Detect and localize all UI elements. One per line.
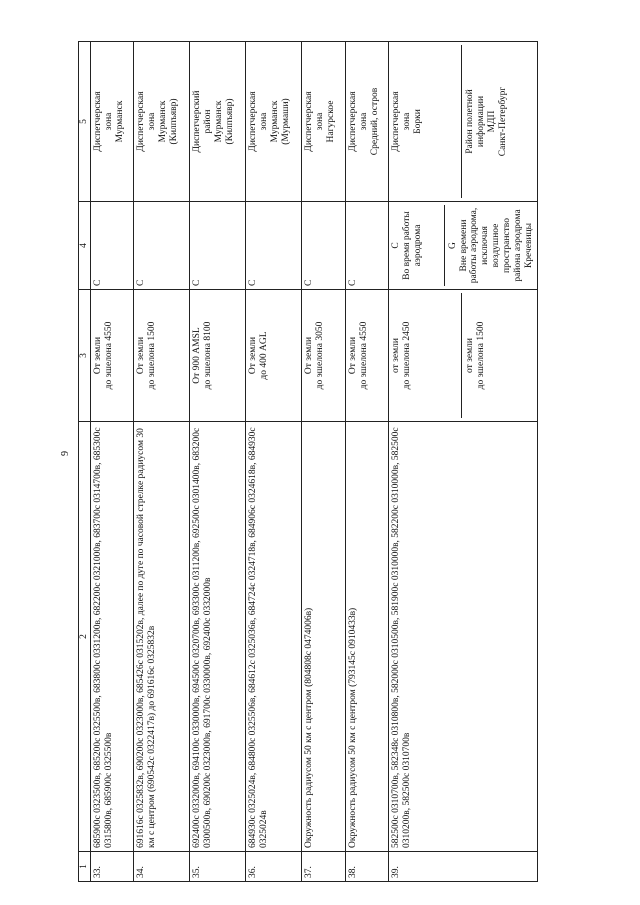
altitude-limits [190, 290, 246, 422]
coordinates: 685900с 0323500в, 685200с 0325500в, 683800с 0331200в, 682200с 0321000в, 683700с 0314700в, 685300с 0315800в, 685900с 0325500в [90, 422, 133, 852]
unit-line: район [203, 109, 214, 134]
altitude-to: до эшелона 2450 [402, 321, 413, 390]
altitude-limits [90, 290, 133, 422]
altitude-from: От земли [92, 336, 103, 375]
unit-line: Средний, остров [369, 87, 380, 156]
table-row [190, 42, 246, 882]
altitude-from: От земли [304, 336, 315, 375]
coordinates: 582500с 0310700в, 582348с 0310800в, 582000с 0310500в, 581900с 0310000в, 582200с 0310000в, 582500с 0310200в, 582500с 0310700в [389, 422, 538, 852]
altitude-limits [302, 290, 345, 422]
altitude-from: От 900 AMSL [192, 327, 203, 384]
class-letter: C [391, 242, 402, 249]
altitude-limits [345, 290, 388, 422]
header-col-1: 1 [79, 852, 91, 882]
header-row [79, 42, 91, 882]
unit-line: зона [103, 112, 114, 131]
unit-line: Санкт-Петербург [497, 86, 508, 157]
unit-line: Диспетчерская [347, 91, 358, 152]
row-number: 35. [190, 852, 246, 882]
table-row [134, 42, 190, 882]
header-col-2: 2 [79, 422, 91, 852]
airspace-class: C [302, 202, 345, 290]
altitude-to: до эшелона 1500 [147, 321, 158, 390]
row-number: 33. [90, 852, 133, 882]
unit-line: Диспетчерская [92, 91, 103, 152]
row-number: 38. [345, 852, 388, 882]
unit-line: МДП [487, 110, 498, 133]
altitude-from: От земли [248, 336, 259, 375]
header-col-5: 5 [79, 42, 91, 202]
unit-line: (Килпъявр) [169, 98, 180, 145]
atc-unit [134, 42, 190, 202]
altitude-from: От земли [347, 336, 358, 375]
coordinates: 692400с 0332000в, 694100с 0330000в, 694500с 0320700в, 693300с 0311200в, 692500с 0301400в, 683200с 0300500в, 690200с 0323000в, 691700с 0330000в, 692400с 0332000в [190, 422, 246, 852]
airspace-class: C [345, 202, 388, 290]
row-number: 37. [302, 852, 345, 882]
altitude-to: до эшелона 3050 [315, 321, 326, 390]
airspace-class: C [90, 202, 133, 290]
page-number: 9 [60, 451, 71, 456]
atc-unit [90, 42, 133, 202]
class-note: Вне времени работы аэродрома, исключая воздушное пространство района аэродрома Кречевицы [458, 207, 535, 284]
altitude-limits [389, 290, 538, 422]
unit-line: Мурманск [114, 100, 125, 143]
header-col-3: 3 [79, 290, 91, 422]
unit-line: зона [402, 112, 413, 131]
row-number: 34. [134, 852, 190, 882]
altitude-limits [246, 290, 302, 422]
unit-line: Район полетной [465, 89, 476, 154]
altitude-to: до 400 AGL [259, 331, 270, 380]
header-col-4: 4 [79, 202, 91, 290]
unit-line: Диспетчерская [391, 91, 402, 152]
airspace-table [78, 41, 538, 882]
rotated-table-wrapper [78, 42, 538, 882]
airspace-class: C [134, 202, 190, 290]
class-letter: G [447, 242, 458, 249]
table-row [90, 42, 133, 882]
coordinates: Окружность радиусом 50 км с центром (793145с 0910433в) [345, 422, 388, 852]
unit-line: Мурманск [270, 100, 281, 143]
unit-line: зона [315, 112, 326, 131]
unit-line: Диспетчерский [192, 90, 203, 153]
row-number: 39. [389, 852, 538, 882]
table-row [302, 42, 345, 882]
coordinates: 691616с 0325832в, 690200с 0323000в, 685426с 0315202в, далее по дуге по часовой стрелке радиусом 30 км с центром (690542с 0322417в) до 691616с 0325832в [134, 422, 190, 852]
unit-line: Борки [413, 109, 424, 134]
table-row [345, 42, 388, 882]
class-note: Во время работы аэродрома [402, 211, 424, 280]
altitude-limits [134, 290, 190, 422]
altitude-to: до эшелона 4550 [103, 321, 114, 390]
unit-line: Диспетчерская [136, 91, 147, 152]
airspace-class: C [246, 202, 302, 290]
row-number: 36. [246, 852, 302, 882]
unit-line: Мурманск [158, 100, 169, 143]
unit-line: Диспетчерская [304, 91, 315, 152]
unit-line: Нагурское [326, 100, 337, 143]
atc-unit [389, 42, 538, 202]
unit-line: зона [147, 112, 158, 131]
table-row [246, 42, 302, 882]
unit-line: зона [358, 112, 369, 131]
atc-unit [190, 42, 246, 202]
unit-line: (Килпъявр) [225, 98, 236, 145]
altitude-to: до эшелона 1500 [476, 321, 487, 390]
atc-unit [302, 42, 345, 202]
altitude-from: От земли [136, 336, 147, 375]
unit-line: Мурманск [214, 100, 225, 143]
coordinates: Окружность радиусом 50 км с центром (804808с 0474006в) [302, 422, 345, 852]
coordinates: 684930с 0325024в, 684800с 0325506в, 684612с 0325036в, 684724с 0324718в, 684906с 0324618в, 684930с 0325024в [246, 422, 302, 852]
airspace-class [389, 202, 538, 290]
table-row [389, 42, 538, 882]
airspace-class: C [190, 202, 246, 290]
atc-unit [246, 42, 302, 202]
altitude-to: до эшелона 4550 [358, 321, 369, 390]
unit-line: информации [476, 95, 487, 148]
altitude-from: от земли [465, 338, 476, 373]
atc-unit [345, 42, 388, 202]
altitude-to: до эшелона 8100 [203, 321, 214, 390]
unit-line: зона [259, 112, 270, 131]
unit-line: Диспетчерская [248, 91, 259, 152]
unit-line: (Мурмаши) [281, 98, 292, 145]
altitude-from: от земли [391, 338, 402, 373]
